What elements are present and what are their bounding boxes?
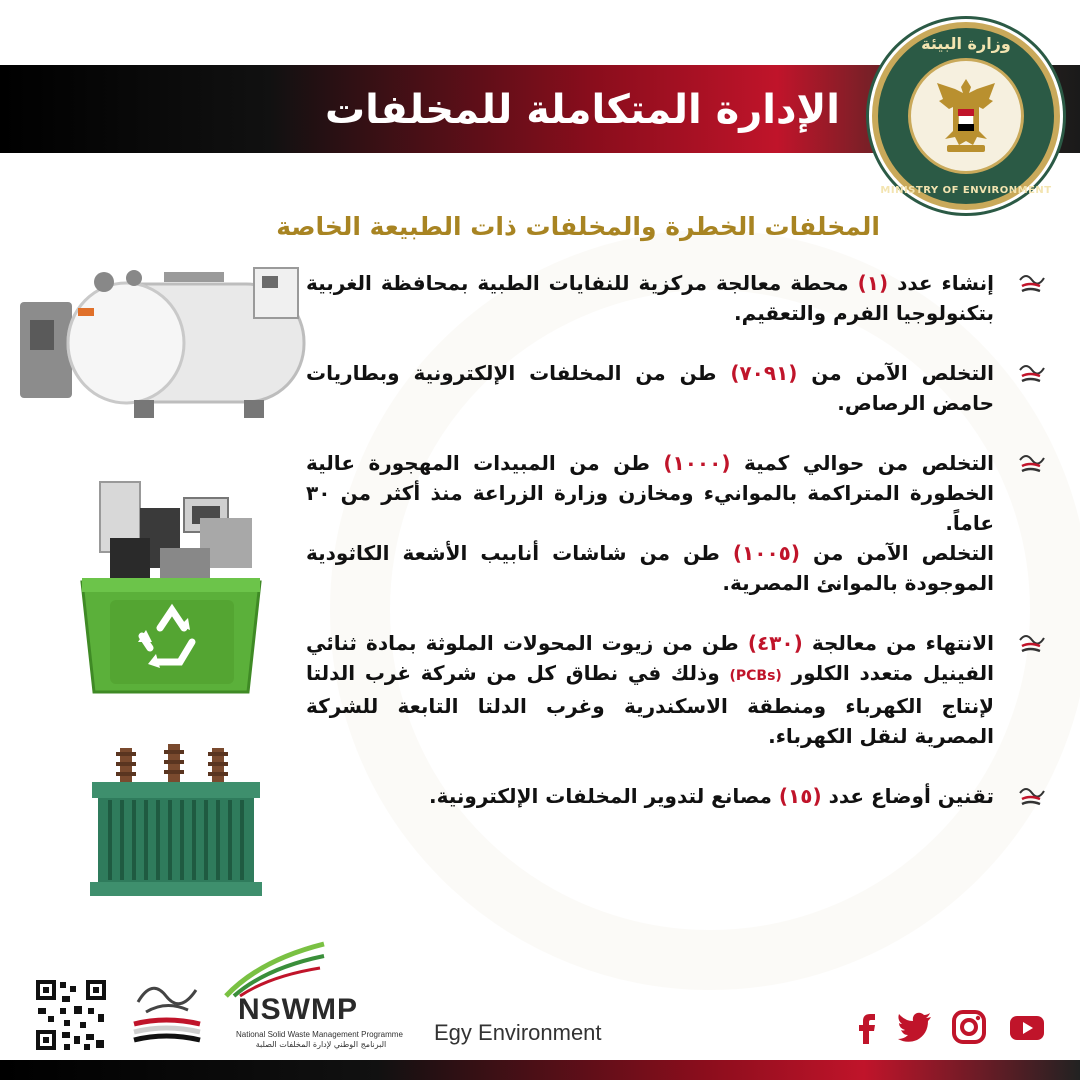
highlight-number: (١٥) bbox=[778, 784, 822, 808]
nswmp-arabic-name: البرنامج الوطني لإدارة المخلفات الصلبة bbox=[255, 1040, 387, 1049]
bullet-text-part: مصانع لتدوير المخلفات الإلكترونية. bbox=[428, 784, 779, 808]
bullet-text bbox=[306, 448, 994, 538]
instagram-icon[interactable] bbox=[950, 1008, 988, 1046]
bullet-text-part: وذلك في نطاق كل من شركة غرب الدلتا لإنتاج الكهرباء ومنطقة الاسكندرية وغرب الدلتا التابعة للشركة المصرية لنقل الكهرباء. bbox=[306, 661, 994, 748]
seal-english-text: MINISTRY OF ENVIRONMENT bbox=[880, 185, 1052, 196]
bullet-text-part: محطة معالجة مركزية للنفايات الطبية بمحافظة الغربية بتكنولوجيا الفرم والتعقيم. bbox=[306, 271, 994, 325]
footer-bar bbox=[0, 1060, 1080, 1080]
twitter-icon[interactable] bbox=[896, 1008, 934, 1046]
qr-code-icon[interactable] bbox=[34, 978, 108, 1052]
hayah-karima-calligraphy-logo bbox=[126, 972, 208, 1054]
list-item bbox=[306, 448, 1046, 598]
bullet-text-part: طن من شاشات أنابيب الأشعة الكاثودية الموجودة بالموانئ المصرية. bbox=[306, 541, 994, 595]
youtube-icon[interactable] bbox=[1008, 1008, 1046, 1046]
e-waste-recycling-bin-image bbox=[80, 478, 262, 696]
autoclave-image bbox=[14, 262, 314, 422]
list-item bbox=[306, 358, 1046, 418]
list-item bbox=[306, 781, 1046, 811]
brand-name: Egy Environment bbox=[434, 1020, 602, 1045]
list-item bbox=[306, 628, 1046, 751]
bullet-text bbox=[306, 628, 994, 751]
facebook-icon[interactable] bbox=[848, 1008, 886, 1046]
ministry-seal-logo bbox=[872, 22, 1060, 210]
bullet-text-part: التخلص من حوالي كمية bbox=[730, 451, 994, 475]
bullet-text-continued bbox=[306, 538, 994, 598]
highlight-number: (١) bbox=[857, 271, 889, 295]
nswmp-swoosh-logo bbox=[220, 940, 332, 998]
bullet-text-part: التخلص الآمن من bbox=[800, 541, 994, 565]
calligraphy-bullet-icon bbox=[1016, 450, 1046, 480]
calligraphy-bullet-icon bbox=[1016, 270, 1046, 300]
highlight-number: (١٠٠٥) bbox=[732, 541, 800, 565]
calligraphy-bullet-icon bbox=[1016, 360, 1046, 390]
bullet-text-part: طن من المخلفات الإلكترونية وبطاريات حامض الرصاص. bbox=[306, 361, 994, 415]
bullet-text-part: طن من المبيدات المهجورة عالية الخطورة المتراكمة بالموانيء ومخازن وزارة الزراعة منذ أكثر من ٣٠ عاماً. bbox=[306, 451, 994, 535]
calligraphy-bullet-icon bbox=[1016, 630, 1046, 660]
bullet-list bbox=[306, 268, 1046, 841]
highlight-number: (٤٣٠) bbox=[747, 631, 803, 655]
bullet-text-part: تقنين أوضاع عدد bbox=[821, 784, 994, 808]
highlight-number: (٧٠٩١) bbox=[730, 361, 798, 385]
electrical-transformer-image bbox=[88, 742, 264, 902]
bullet-text bbox=[306, 358, 994, 418]
list-item bbox=[306, 268, 1046, 328]
seal-arabic-text: وزارة البيئة bbox=[921, 34, 1011, 53]
bullet-text-part: الانتهاء من معالجة bbox=[802, 631, 995, 655]
section-title: المخلفات الخطرة والمخلفات ذات الطبيعة الخاصة bbox=[276, 212, 880, 241]
bullet-text-part: إنشاء عدد bbox=[888, 271, 995, 295]
bullet-text-part: التخلص الآمن من bbox=[797, 361, 994, 385]
nswmp-english-name: National Solid Waste Management Programme bbox=[236, 1030, 403, 1039]
eagle-emblem-icon bbox=[933, 75, 999, 155]
seal-center bbox=[908, 58, 1024, 174]
page-title: الإدارة المتكاملة للمخلفات bbox=[324, 87, 840, 133]
pcbs-abbreviation: (PCBs) bbox=[729, 668, 782, 684]
bullet-text bbox=[306, 781, 994, 811]
bullet-text bbox=[306, 268, 994, 328]
calligraphy-bullet-icon bbox=[1016, 783, 1046, 813]
highlight-number: (١٠٠٠) bbox=[663, 451, 731, 475]
nswmp-logo-text: NSWMP bbox=[238, 993, 358, 1026]
bullet-text-part: طن من زيوت المحولات الملوثة بمادة ثنائي الفينيل متعدد الكلور bbox=[306, 631, 995, 685]
